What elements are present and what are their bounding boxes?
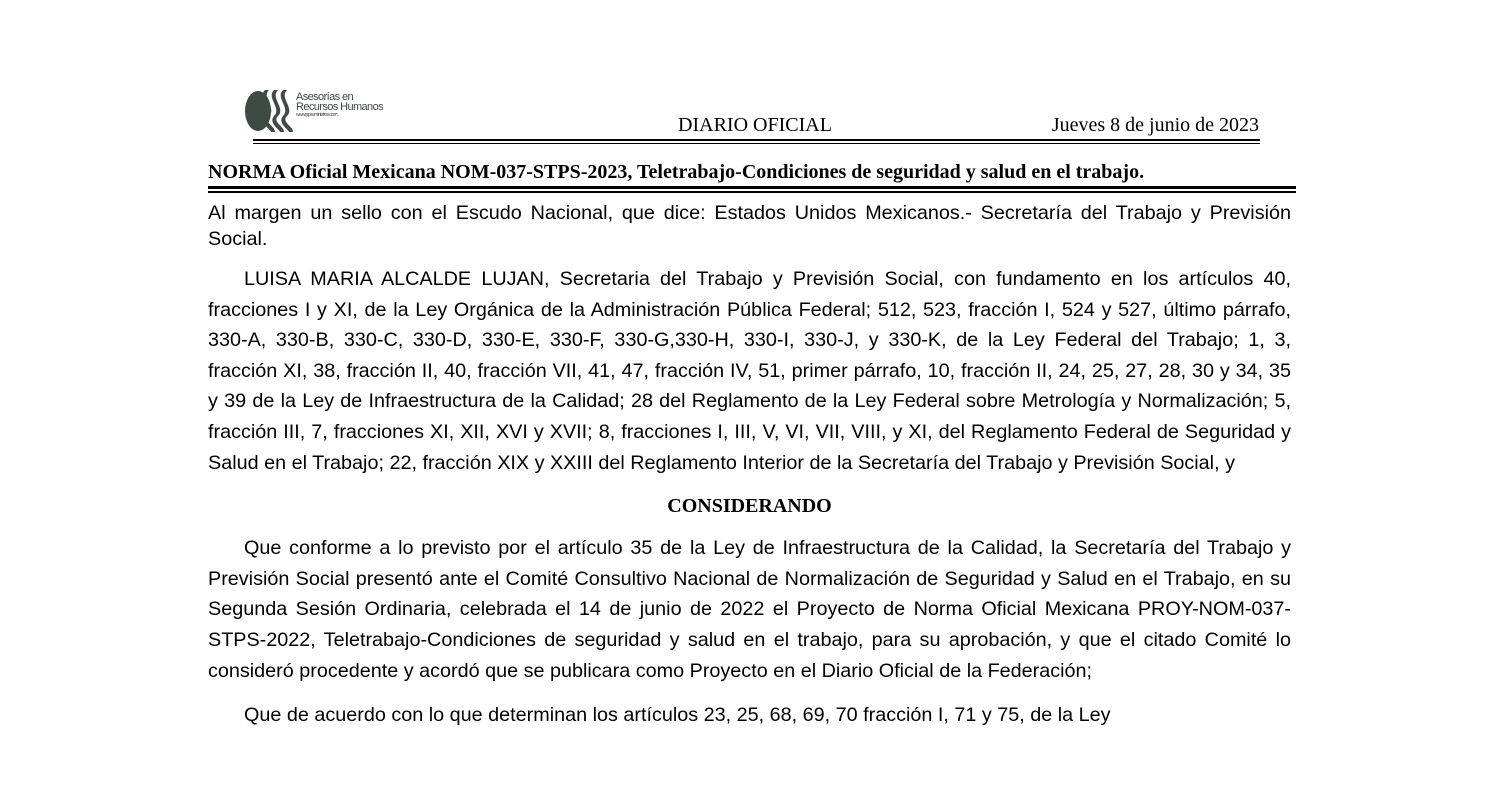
fundamento-paragraph: LUISA MARIA ALCALDE LUJAN, Secretaria del Trabajo y Previsión Social, con fundamento en los artículos 40, fracciones I y XI, de la Ley Orgánica de la Administración Pública Federal; 512, 523, fracción I, 524 y 527, último párrafo, 330-A, 330-B, 330-C, 330-D, 330-E, 330-F, 330-G,330-H, 330-I, 330-J, y 330-K, de la Ley Federal del Trabajo; 1, 3, fracción XI, 38, fracción II, 40, fracción VII, 41, 47, fracción IV, 51, primer párrafo, 10, fracción II, 24, 25, 27, 28, 30 y 34, 35 y 39 de la Ley de Infraestructura de la Calidad; 28 del Reglamento de la Ley Federal sobre Metrología y Normalización; 5, fracción III, 7, fracciones XI, XII, XVI y XVII; 8, fracciones I, III, V, VI, VII, VIII, y XI, del Reglamento Federal de Seguridad y Salud en el Trabajo; 22, fracción XIX y XXIII del Reglamento Interior de la Secretaría del Trabajo y Previsión Social, y: [208, 268, 1291, 474]
norma-title: NORMA Oficial Mexicana NOM-037-STPS-2023, Teletrabajo-Condiciones de seguridad y salud en el trabajo.: [208, 161, 1145, 183]
title-rule: [208, 186, 1296, 193]
logo-line-2: Recursos Humanos: [296, 101, 383, 113]
header-rule: [253, 139, 1260, 144]
intro-paragraph: Al margen un sello con el Escudo Nacional, que dice: Estados Unidos Mexicanos.- Secretaría del Trabajo y Previsión Social.: [208, 202, 1291, 250]
considerando-heading: CONSIDERANDO: [667, 495, 832, 518]
considerando-paragraph-2: Que de acuerdo con lo que determinan los artículos 23, 25, 68, 69, 70 fracción I, 71 y 75, de la Ley: [244, 704, 1111, 727]
logo-line-3: www.ppsuministros.com: [296, 112, 338, 118]
publication-date: Jueves 8 de junio de 2023: [1051, 114, 1259, 136]
logo-wordmark: [296, 92, 383, 119]
logo-line-1: Asesorías en: [296, 91, 354, 103]
considerando-paragraph-1: Que conforme a lo previsto por el artículo 35 de la Ley de Infraestructura de la Calidad, la Secretaría del Trabajo y Previsión Social presentó ante el Comité Consultivo Nacional de Normalización de Seguridad y Salud en el Trabajo, en su Segunda Sesión Ordinaria, celebrada el 14 de junio de 2022 el Proyecto de Norma Oficial Mexicana PROY-NOM-037-STPS-2022, Teletrabajo-Condiciones de seguridad y salud en el trabajo, para su aprobación, y que el citado Comité lo consideró procedente y acordó que se publicara como Proyecto en el Diario Oficial de la Federación;: [208, 537, 1291, 682]
company-logo: [243, 86, 393, 134]
publication-name: DIARIO OFICIAL: [678, 114, 832, 136]
ss-swirl-logo-icon: [243, 86, 301, 134]
document-body: [208, 200, 1291, 731]
